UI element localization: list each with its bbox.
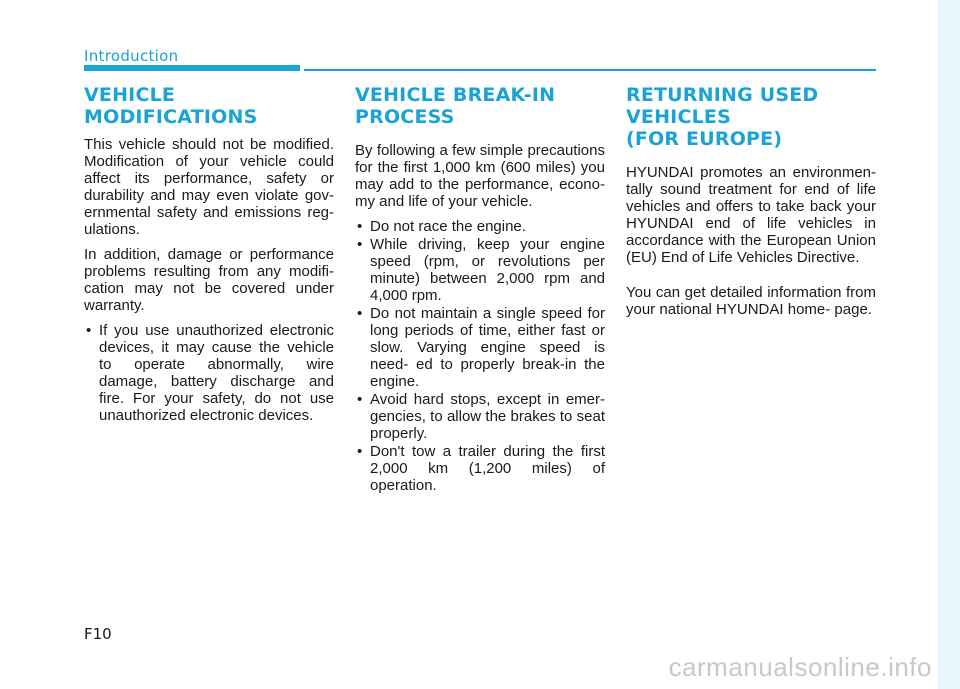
header-rule-thick xyxy=(84,65,300,71)
heading-line: PROCESS xyxy=(355,106,455,128)
header-rule-thin xyxy=(304,69,876,71)
list-item: • If you use unauthorized electronic devices, it may cause the vehicle to operate abnormally, wire damage, battery discharge and fire. For your safety, do not use unauthorized electronic devices. xyxy=(84,322,334,424)
paragraph: HYUNDAI promotes an environmen- tally sound treatment for end of life vehicles and offers to take back your HYUNDAI end of life vehicles in accordance with the European Union (EU) End of Life Vehicles Directive. xyxy=(626,164,876,266)
section-label: Introduction xyxy=(84,47,179,65)
paragraph: You can get detailed information from your national HYUNDAI home- page. xyxy=(626,284,876,318)
side-strip xyxy=(938,0,960,689)
watermark: carmanualsonline.info xyxy=(668,652,932,682)
heading-line: (FOR EUROPE) xyxy=(626,128,783,150)
list-item: • While driving, keep your engine speed (rpm, or revolutions per minute) between 2,000 rpm and 4,000 rpm. xyxy=(355,236,605,304)
heading-vehicle-modifications: VEHICLE MODIFICATIONS xyxy=(84,84,258,128)
paragraph: This vehicle should not be modified. Modification of your vehicle could affect its performance, safety or durability and may even violate gov- ernmental safety and emissions reg- ulations. xyxy=(84,136,334,238)
column-vehicle-modifications xyxy=(84,84,334,425)
heading-line: RETURNING USED VEHICLES xyxy=(626,84,819,128)
bullet-list xyxy=(84,322,334,424)
column-returning-used-vehicles xyxy=(626,84,876,336)
bullet-list xyxy=(355,218,605,494)
list-item: • Avoid hard stops, except in emer- gencies, to allow the brakes to seat properly. xyxy=(355,391,605,442)
heading-line: VEHICLE BREAK-IN xyxy=(355,84,556,106)
list-item: • Do not maintain a single speed for long periods of time, either fast or slow. Varying engine speed is need- ed to properly break-in the engine. xyxy=(355,305,605,390)
paragraph: By following a few simple precautions for the first 1,000 km (600 miles) you may add to the performance, econo- my and life of your vehicle. xyxy=(355,142,605,210)
paragraph: In addition, damage or performance problems resulting from any modifi- cation may not be covered under warranty. xyxy=(84,246,334,314)
heading-break-in-process xyxy=(355,84,605,128)
heading-returning-used-vehicles xyxy=(626,84,876,150)
page-number: F10 xyxy=(84,625,112,643)
list-item: • Don't tow a trailer during the first 2,000 km (1,200 miles) of operation. xyxy=(355,443,605,494)
column-break-in-process xyxy=(355,84,605,495)
list-item: • Do not race the engine. xyxy=(355,218,605,235)
